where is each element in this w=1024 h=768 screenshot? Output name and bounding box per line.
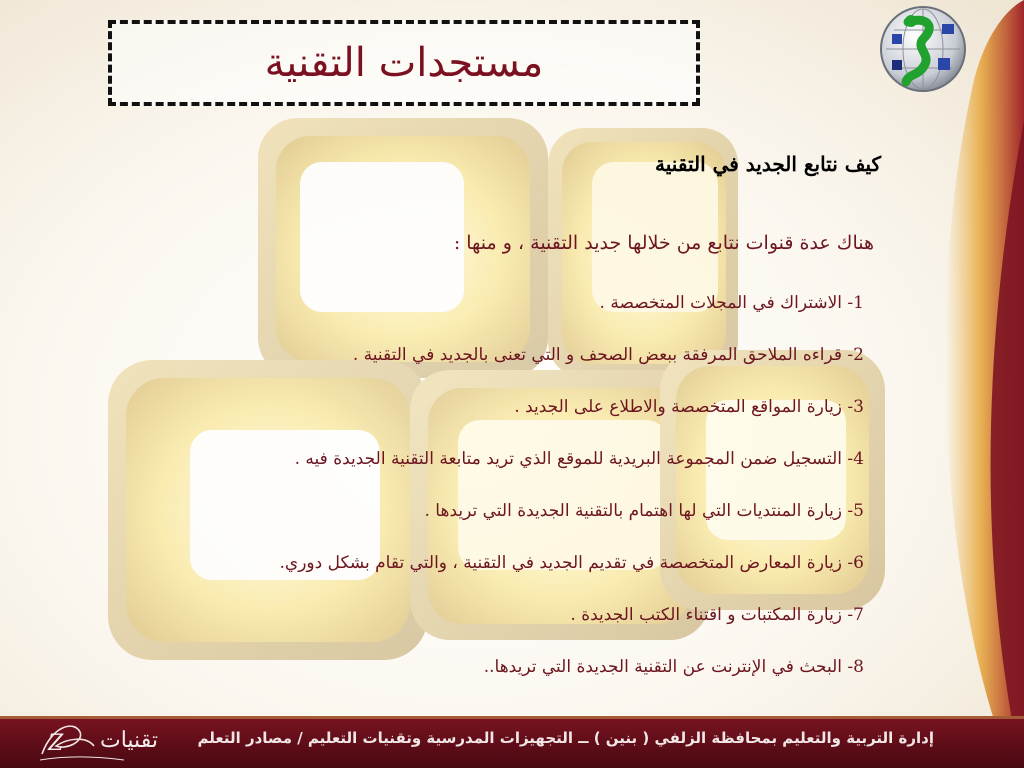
- list-item: 2- قراءه الملاحق المرفقة ببعض الصحف و التي تعنى بالجديد في التقنية .: [352, 345, 864, 365]
- footer-text: إدارة التربية والتعليم بمحافظة الزلفي ( بنين ) ــ التجهيزات المدرسية وتقنيات التعليم / مصادر التعلم: [197, 729, 934, 747]
- footer-brand-label: تقنيات: [100, 728, 158, 753]
- globe-logo-icon: [878, 4, 968, 94]
- title-box: [108, 20, 700, 106]
- channels-list: [144, 288, 864, 704]
- section-heading: كيف نتابع الجديد في التقنية: [655, 152, 881, 176]
- intro-text: هناك عدة قنوات نتابع من خلالها جديد التقنية ، و منها :: [453, 232, 874, 254]
- list-item: 4- التسجيل ضمن المجموعة البريدية للموقع الذي تريد متابعة التقنية الجديدة فيه .: [294, 449, 864, 469]
- list-item: 8- البحث في الإنترنت عن التقنية الجديدة التي تريدها..: [483, 657, 864, 677]
- list-item: 5- زيارة المنتديات التي لها اهتمام بالتقنية الجديدة التي تريدها .: [424, 501, 864, 521]
- slide-title: مستجدات التقنية: [264, 40, 544, 86]
- list-item: 6- زيارة المعارض المتخصصة في تقديم الجديد في التقنية ، والتي تقام بشكل دوري.: [279, 553, 864, 573]
- list-item: 1- الاشتراك في المجلات المتخصصة .: [599, 293, 864, 313]
- list-item: 7- زيارة المكتبات و اقتناء الكتب الجديدة .: [570, 605, 864, 625]
- footer-highlight: [0, 716, 1024, 722]
- list-item: 3- زيارة المواقع المتخصصة والاطلاع على الجديد .: [514, 397, 864, 417]
- brand-signature-letter: Z: [48, 731, 64, 756]
